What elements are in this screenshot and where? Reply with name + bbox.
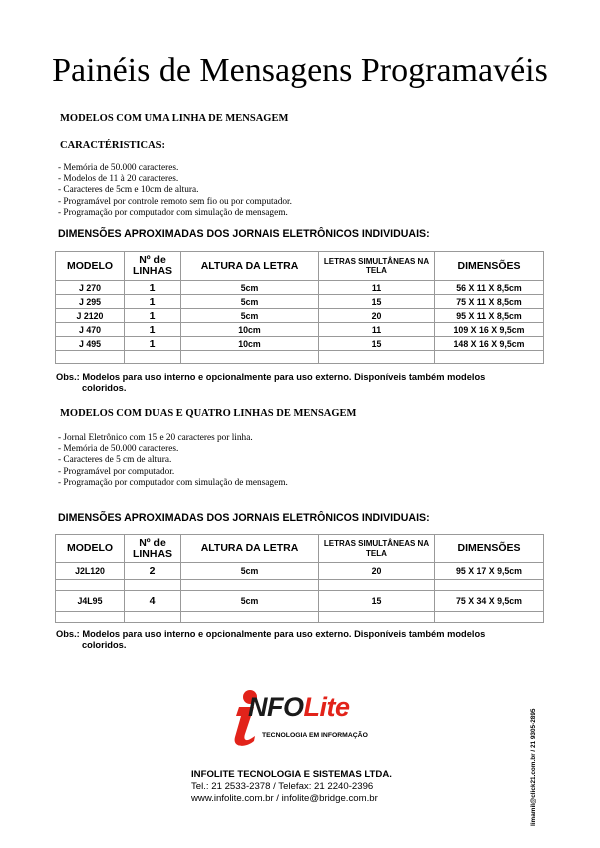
column-header-lines: Nº de LINHAS — [125, 535, 181, 563]
list-item: - Programação por computador com simulação de mensagem. — [58, 477, 288, 488]
cell-lines: 2 — [125, 563, 181, 580]
column-header-simultaneous-letters: LETRAS SIMULTÂNEAS NA TELA — [319, 535, 435, 563]
column-header-dimensions: DIMENSÕES — [435, 535, 544, 563]
cell-height: 5cm — [181, 591, 319, 612]
dimensions-title: DIMENSÕES APROXIMADAS DOS JORNAIS ELETRÔNICOS INDIVIDUAIS: — [58, 512, 430, 524]
cell-lines: 1 — [125, 309, 181, 323]
table-row — [56, 323, 544, 337]
column-header-lines: Nº de LINHAS — [125, 252, 181, 281]
table-row-empty — [56, 612, 544, 623]
cell-letters: 15 — [319, 295, 435, 309]
cell-dimensions: 95 X 17 X 9,5cm — [435, 563, 544, 580]
logo-tagline: TECNOLOGIA EM INFORMAÇÃO — [262, 732, 368, 739]
logo-wordmark — [248, 692, 350, 723]
cell-dimensions: 148 X 16 X 9,5cm — [435, 337, 544, 351]
table-row — [56, 295, 544, 309]
phone-numbers: Tel.: 21 2533-2378 / Telefax: 21 2240-2396 — [191, 781, 374, 792]
column-header-letter-height: ALTURA DA LETRA — [181, 535, 319, 563]
cell-model: J 470 — [56, 323, 125, 337]
cell-lines: 1 — [125, 323, 181, 337]
logo-wordmark-nfo: NFO — [248, 692, 304, 722]
column-header-letter-height: ALTURA DA LETRA — [181, 252, 319, 281]
cell-model: J 295 — [56, 295, 125, 309]
list-item: - Caracteres de 5 cm de altura. — [58, 455, 172, 466]
cell-height: 10cm — [181, 323, 319, 337]
cell-dimensions: 75 X 11 X 8,5cm — [435, 295, 544, 309]
observation-line: coloridos. — [82, 639, 127, 650]
list-item: - Memória de 50.000 caracteres. — [58, 163, 179, 173]
observation-line: Obs.: Modelos para uso interno e opcionalmente para uso externo. Disponíveis também modelos — [56, 372, 486, 382]
column-header-dimensions: DIMENSÕES — [435, 252, 544, 281]
cell-model: J2L120 — [56, 563, 125, 580]
cell-height: 5cm — [181, 309, 319, 323]
company-name: INFOLITE TECNOLOGIA E SISTEMAS LTDA. — [191, 769, 392, 780]
table-row — [56, 591, 544, 612]
table-row-empty — [56, 351, 544, 364]
cell-model: J 495 — [56, 337, 125, 351]
list-item: - Modelos de 11 à 20 caracteres. — [58, 174, 179, 185]
cell-letters: 20 — [319, 563, 435, 580]
list-item: - Jornal Eletrônico com 15 e 20 caracteres por linha. — [58, 433, 253, 443]
list-item: - Caracteres de 5cm e 10cm de altura. — [58, 185, 199, 196]
cell-height: 5cm — [181, 281, 319, 295]
cell-letters: 15 — [319, 591, 435, 612]
page-title: Painéis de Mensagens Programavéis — [52, 52, 548, 89]
models-table-one-line — [55, 251, 544, 364]
logo-wordmark-lite: Lite — [303, 692, 350, 722]
cell-dimensions: 75 X 34 X 9,5cm — [435, 591, 544, 612]
observation-line: Obs.: Modelos para uso interno e opcionalmente para uso externo. Disponíveis também modelos — [56, 629, 486, 639]
cell-height: 10cm — [181, 337, 319, 351]
table-header-row — [56, 535, 544, 563]
column-header-model: MODELO — [56, 535, 125, 563]
infolite-logo — [224, 688, 384, 748]
cell-height: 5cm — [181, 295, 319, 309]
cell-dimensions: 109 X 16 X 9,5cm — [435, 323, 544, 337]
cell-lines: 1 — [125, 337, 181, 351]
models-table-multi-line — [55, 534, 544, 623]
dimensions-title: DIMENSÕES APROXIMADAS DOS JORNAIS ELETRÔNICOS INDIVIDUAIS: — [58, 228, 430, 240]
cell-model: J4L95 — [56, 591, 125, 612]
observation-note — [56, 629, 546, 650]
cell-letters: 20 — [319, 309, 435, 323]
list-item: - Programável por controle remoto sem fio ou por computador. — [58, 196, 292, 207]
observation-note — [56, 372, 546, 393]
cell-letters: 15 — [319, 337, 435, 351]
footer-contact — [191, 769, 392, 805]
section-heading-one-line: MODELOS COM UMA LINHA DE MENSAGEM — [60, 113, 289, 124]
table-row — [56, 337, 544, 351]
column-header-simultaneous-letters: LETRAS SIMULTÂNEAS NA TELA — [319, 252, 435, 281]
cell-dimensions: 95 X 11 X 8,5cm — [435, 309, 544, 323]
list-item: - Programação por computador com simulação de mensagem. — [58, 207, 288, 218]
table-row — [56, 281, 544, 295]
table-row — [56, 563, 544, 580]
list-item: - Memória de 50.000 caracteres. — [58, 444, 179, 455]
table-row-empty — [56, 580, 544, 591]
list-item: - Programável por computador. — [58, 466, 175, 477]
table-header-row — [56, 252, 544, 281]
cell-lines: 1 — [125, 295, 181, 309]
characteristics-list — [58, 163, 292, 219]
characteristics-list — [58, 433, 288, 489]
cell-letters: 11 — [319, 281, 435, 295]
cell-model: J 2120 — [56, 309, 125, 323]
characteristics-heading: CARACTÉRISTICAS: — [60, 140, 166, 151]
cell-height: 5cm — [181, 563, 319, 580]
vertical-contact-text: limamil@click21.com.br / 21 9305-2895 — [530, 708, 537, 826]
cell-letters: 11 — [319, 323, 435, 337]
cell-model: J 270 — [56, 281, 125, 295]
section-heading-multi-line: MODELOS COM DUAS E QUATRO LINHAS DE MENSAGEM — [60, 408, 357, 419]
table-row — [56, 309, 544, 323]
cell-lines: 4 — [125, 591, 181, 612]
cell-dimensions: 56 X 11 X 8,5cm — [435, 281, 544, 295]
cell-lines: 1 — [125, 281, 181, 295]
column-header-model: MODELO — [56, 252, 125, 281]
web-and-email: www.infolite.com.br / infolite@bridge.com.br — [191, 793, 378, 804]
observation-line: coloridos. — [82, 382, 127, 393]
